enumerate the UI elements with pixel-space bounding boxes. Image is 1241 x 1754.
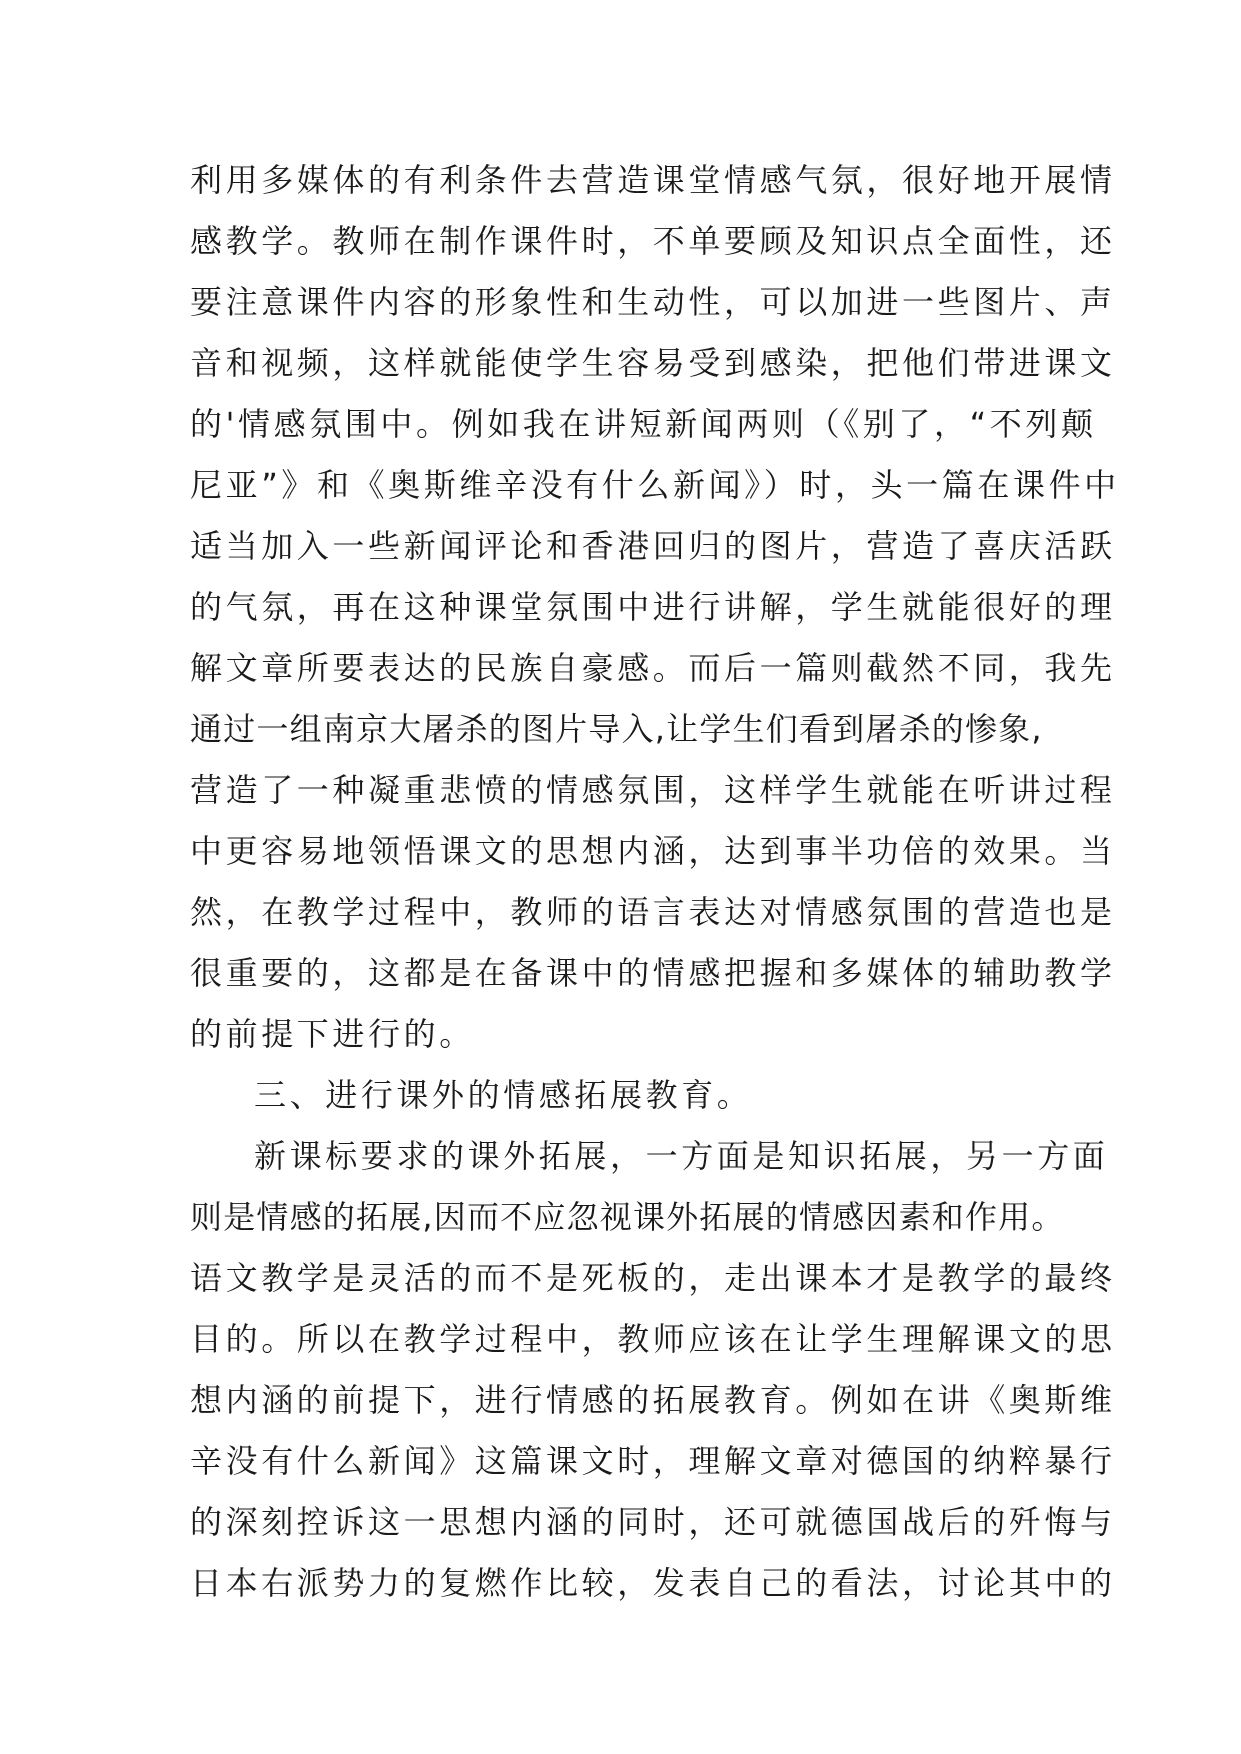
text-line: 目的。所以在教学过程中，教师应该在让学生理解课文的思: [190, 1320, 1116, 1358]
body-text: [190, 150, 1120, 1614]
text-line: 尼亚”》和《奥斯维辛没有什么新闻》）时，头一篇在课件中: [190, 466, 1120, 504]
text-line: 然，在教学过程中，教师的语言表达对情感氛围的营造也是: [190, 893, 1116, 931]
text-line: 适当加入一些新闻评论和香港回归的图片，营造了喜庆活跃: [190, 527, 1116, 565]
text-line: 营造了一种凝重悲愤的情感氛围，这样学生就能在听讲过程: [190, 771, 1116, 809]
section-heading: 三、进行课外的情感拓展教育。: [254, 1076, 753, 1114]
text-line: 则是情感的拓展,因而不应忽视课外拓展的情感因素和作用。: [190, 1198, 1065, 1236]
text-line: 解文章所要表达的民族自豪感。而后一篇则截然不同，我先: [190, 649, 1116, 687]
text-line: 的'情感氛围中。例如我在讲短新闻两则（《别了，“不列颠: [190, 405, 1097, 443]
text-line: 很重要的，这都是在备课中的情感把握和多媒体的辅助教学: [190, 954, 1116, 992]
text-line: 中更容易地领悟课文的思想内涵，达到事半功倍的效果。当: [190, 832, 1116, 870]
text-line: 语文教学是灵活的而不是死板的，走出课本才是教学的最终: [190, 1259, 1116, 1297]
text-line: 的前提下进行的。: [190, 1015, 475, 1053]
text-line: 通过一组南京大屠杀的图片导入,让学生们看到屠杀的惨象,: [190, 710, 1043, 748]
text-line: 利用多媒体的有利条件去营造课堂情感气氛，很好地开展情: [190, 161, 1116, 199]
text-line: 辛没有什么新闻》这篇课文时，理解文章对德国的纳粹暴行: [190, 1442, 1116, 1480]
text-line: 想内涵的前提下，进行情感的拓展教育。例如在讲《奥斯维: [190, 1381, 1116, 1419]
text-line: 感教学。教师在制作课件时，不单要顾及知识点全面性，还: [190, 222, 1116, 260]
text-line: 的气氛，再在这种课堂氛围中进行讲解，学生就能很好的理: [190, 588, 1116, 626]
text-line: 日本右派势力的复燃作比较，发表自己的看法，讨论其中的: [190, 1564, 1116, 1602]
paragraph-first-line: 新课标要求的课外拓展，一方面是知识拓展，另一方面: [254, 1137, 1109, 1175]
text-line: 音和视频，这样就能使学生容易受到感染，把他们带进课文: [190, 344, 1116, 382]
text-line: 要注意课件内容的形象性和生动性，可以加进一些图片、声: [190, 283, 1116, 321]
text-line: 的深刻控诉这一思想内涵的同时，还可就德国战后的歼悔与: [190, 1503, 1116, 1541]
